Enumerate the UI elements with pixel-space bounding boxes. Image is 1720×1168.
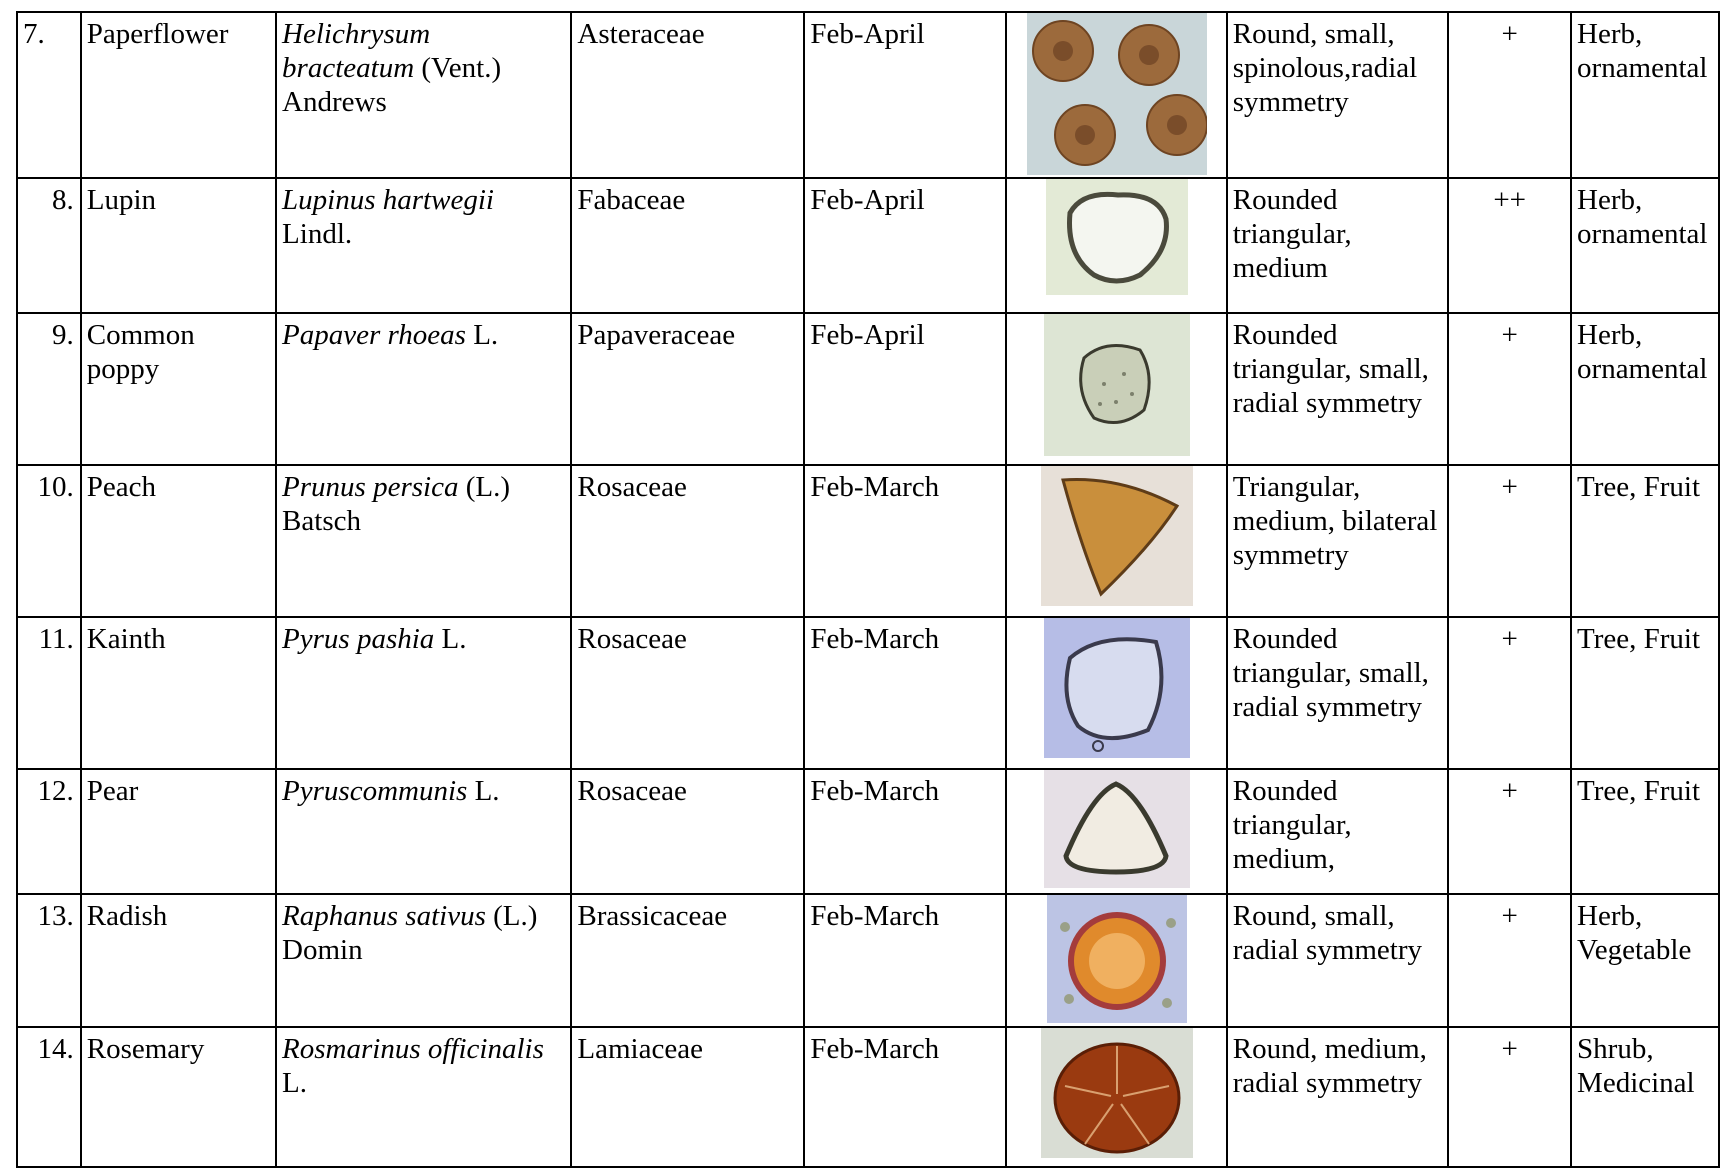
pollen-image-cell [1006, 617, 1226, 769]
row-number: 9. [17, 313, 81, 465]
morphology: Rounded triangular, small, radial symmetry [1227, 617, 1449, 769]
table-row [17, 1027, 1719, 1167]
pollen-round-lobed-icon [1041, 1028, 1193, 1158]
author-citation: L. [467, 775, 500, 807]
family: Rosaceae [571, 465, 804, 617]
scientific-name [276, 1027, 571, 1167]
morphology: Round, small, radial symmetry [1227, 894, 1449, 1027]
pollen-spinolous-cluster-icon [1027, 13, 1207, 175]
habit-use: Tree, Fruit [1571, 617, 1719, 769]
row-number: 12. [17, 769, 81, 894]
species-name: Papaver rhoeas [282, 319, 466, 351]
morphology: Rounded triangular, medium [1227, 178, 1449, 313]
pollen-rounded-triangular-icon [1044, 314, 1190, 456]
pollen-image-cell [1006, 313, 1226, 465]
abundance: + [1448, 894, 1571, 1027]
row-number: 8. [17, 178, 81, 313]
common-name: Lupin [81, 178, 276, 313]
flowering-season: Feb-April [804, 178, 1006, 313]
flowering-season: Feb-April [804, 313, 1006, 465]
family: Papaveraceae [571, 313, 804, 465]
habit-use: Tree, Fruit [1571, 465, 1719, 617]
flowering-season: Feb-March [804, 617, 1006, 769]
family: Brassicaceae [571, 894, 804, 1027]
table-row [17, 617, 1719, 769]
abundance: + [1448, 313, 1571, 465]
scientific-name [276, 769, 571, 894]
abundance: ++ [1448, 178, 1571, 313]
species-name: Pyruscommunis [282, 775, 468, 807]
pollen-rounded-triangular-icon [1044, 618, 1190, 758]
row-number: 14. [17, 1027, 81, 1167]
scientific-name [276, 894, 571, 1027]
author-citation: (L.) Domin [282, 900, 538, 966]
pollen-rounded-triangular-icon [1044, 770, 1190, 888]
family: Fabaceae [571, 178, 804, 313]
flowering-season: Feb-March [804, 769, 1006, 894]
flowering-season: Feb-March [804, 894, 1006, 1027]
author-citation: (L.) Batsch [282, 471, 510, 537]
pollen-round-reticulate-icon [1047, 895, 1187, 1023]
pollen-image-cell [1006, 12, 1226, 178]
family: Rosaceae [571, 617, 804, 769]
table-row [17, 313, 1719, 465]
scientific-name [276, 12, 571, 178]
table-row [17, 465, 1719, 617]
habit-use: Herb, ornamental [1571, 313, 1719, 465]
table-row [17, 894, 1719, 1027]
table-row [17, 178, 1719, 313]
table-row [17, 769, 1719, 894]
morphology: Rounded triangular, small, radial symmetry [1227, 313, 1449, 465]
table-row [17, 12, 1719, 178]
common-name: Radish [81, 894, 276, 1027]
family: Lamiaceae [571, 1027, 804, 1167]
pollen-triangular-icon [1041, 466, 1193, 606]
pollen-image-cell [1006, 894, 1226, 1027]
family: Rosaceae [571, 769, 804, 894]
habit-use: Tree, Fruit [1571, 769, 1719, 894]
pollen-image-cell [1006, 769, 1226, 894]
scientific-name [276, 313, 571, 465]
common-name: Paperflower [81, 12, 276, 178]
species-name: Pyrus pashia [282, 623, 435, 655]
flowering-season: Feb-March [804, 465, 1006, 617]
author-citation: Lindl. [282, 218, 353, 250]
row-number: 7. [17, 12, 81, 178]
species-name: Raphanus sativus [282, 900, 486, 932]
common-name: Peach [81, 465, 276, 617]
abundance: + [1448, 617, 1571, 769]
author-citation: L. [434, 623, 467, 655]
pollen-image-cell [1006, 178, 1226, 313]
species-name: Helichrysum bracteatum [282, 18, 431, 84]
pollen-rounded-triangular-icon [1046, 179, 1188, 295]
species-name: Lupinus hartwegii [282, 184, 494, 216]
common-name: Common poppy [81, 313, 276, 465]
morphology: Rounded triangular, medium, [1227, 769, 1449, 894]
flowering-season: Feb-March [804, 1027, 1006, 1167]
habit-use: Herb, ornamental [1571, 178, 1719, 313]
habit-use: Herb, ornamental [1571, 12, 1719, 178]
author-citation: L. [465, 319, 499, 351]
author-citation: L. [282, 1067, 308, 1099]
morphology: Round, medium, radial symmetry [1227, 1027, 1449, 1167]
pollen-image-cell [1006, 465, 1226, 617]
abundance: + [1448, 465, 1571, 617]
habit-use: Shrub, Medicinal [1571, 1027, 1719, 1167]
common-name: Kainth [81, 617, 276, 769]
row-number: 11. [17, 617, 81, 769]
row-number: 10. [17, 465, 81, 617]
pollen-image-cell [1006, 1027, 1226, 1167]
species-name: Prunus persica [282, 471, 459, 503]
flowering-season: Feb-April [804, 12, 1006, 178]
scientific-name [276, 178, 571, 313]
species-name: Rosmarinus officinalis [282, 1033, 544, 1065]
abundance: + [1448, 769, 1571, 894]
habit-use: Herb, Vegetable [1571, 894, 1719, 1027]
scientific-name [276, 617, 571, 769]
morphology: Triangular, medium, bilateral symmetry [1227, 465, 1449, 617]
common-name: Rosemary [81, 1027, 276, 1167]
abundance: + [1448, 1027, 1571, 1167]
common-name: Pear [81, 769, 276, 894]
scientific-name [276, 465, 571, 617]
family: Asteraceae [571, 12, 804, 178]
author-citation: (Vent.) Andrews [282, 52, 502, 118]
morphology: Round, small, spinolous,radial symmetry [1227, 12, 1449, 178]
row-number: 13. [17, 894, 81, 1027]
pollen-species-table [16, 11, 1720, 1168]
abundance: + [1448, 12, 1571, 178]
